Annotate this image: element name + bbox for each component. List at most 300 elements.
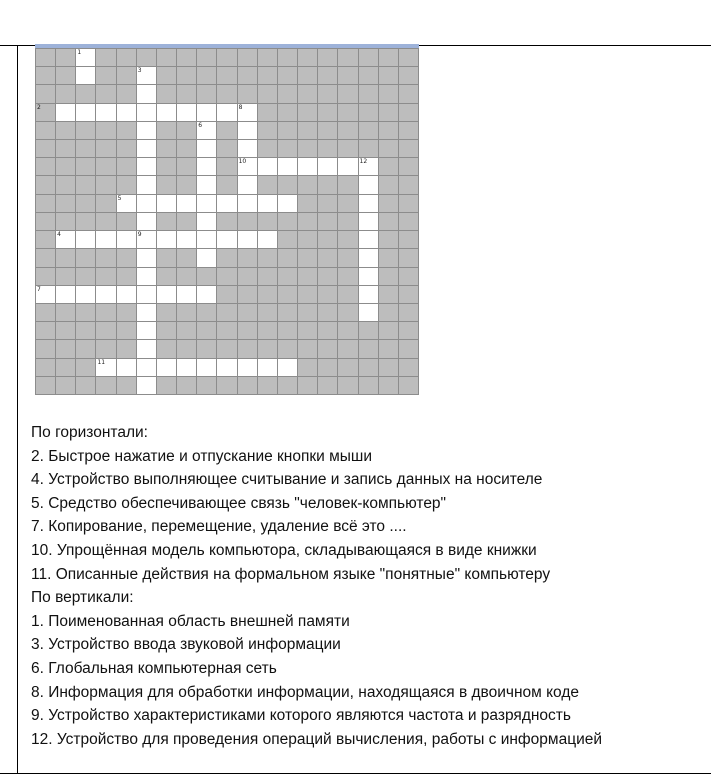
blocked-cell <box>217 304 236 321</box>
blocked-cell <box>56 359 75 376</box>
blocked-cell <box>318 122 337 139</box>
answer-cell[interactable] <box>258 195 277 212</box>
blocked-cell <box>399 286 418 303</box>
answer-cell[interactable] <box>359 249 378 266</box>
answer-cell[interactable] <box>117 104 136 121</box>
blocked-cell <box>278 286 297 303</box>
answer-cell[interactable] <box>177 359 196 376</box>
blocked-cell <box>399 231 418 248</box>
blocked-cell <box>379 359 398 376</box>
down-clue: 3. Устройство ввода звуковой информации <box>31 636 341 654</box>
blocked-cell <box>96 176 115 193</box>
blocked-cell <box>318 286 337 303</box>
blocked-cell <box>177 140 196 157</box>
answer-cell[interactable] <box>258 231 277 248</box>
blocked-cell <box>96 377 115 394</box>
blocked-cell <box>137 49 156 66</box>
answer-cell[interactable] <box>137 176 156 193</box>
blocked-cell <box>399 67 418 84</box>
blocked-cell <box>359 377 378 394</box>
blocked-cell <box>338 67 357 84</box>
answer-cell[interactable] <box>238 195 257 212</box>
blocked-cell <box>36 249 55 266</box>
answer-cell[interactable] <box>157 359 176 376</box>
blocked-cell <box>318 49 337 66</box>
blocked-cell <box>258 286 277 303</box>
answer-cell[interactable] <box>137 268 156 285</box>
down-clue: 8. Информация для обработки информации, находящаяся в двоичном коде <box>31 683 579 701</box>
blocked-cell <box>96 213 115 230</box>
blocked-cell <box>258 322 277 339</box>
blocked-cell <box>359 340 378 357</box>
blocked-cell <box>157 268 176 285</box>
across-clue: 5. Средство обеспечивающее связь "человек-компьютер" <box>31 494 447 512</box>
blocked-cell <box>379 176 398 193</box>
blocked-cell <box>298 122 317 139</box>
blocked-cell <box>117 140 136 157</box>
blocked-cell <box>217 377 236 394</box>
blocked-cell <box>379 49 398 66</box>
blocked-cell <box>96 304 115 321</box>
blocked-cell <box>96 67 115 84</box>
blocked-cell <box>217 268 236 285</box>
down-clue: 6. Глобальная компьютерная сеть <box>31 659 277 677</box>
blocked-cell <box>399 104 418 121</box>
answer-cell[interactable] <box>318 158 337 175</box>
blocked-cell <box>318 140 337 157</box>
blocked-cell <box>278 377 297 394</box>
blocked-cell <box>379 158 398 175</box>
blocked-cell <box>76 268 95 285</box>
answer-cell[interactable] <box>76 104 95 121</box>
blocked-cell <box>298 85 317 102</box>
blocked-cell <box>76 140 95 157</box>
blocked-cell <box>197 67 216 84</box>
blocked-cell <box>217 67 236 84</box>
blocked-cell <box>258 67 277 84</box>
blocked-cell <box>318 377 337 394</box>
blocked-cell <box>258 104 277 121</box>
clue-number: 7 <box>37 285 41 293</box>
blocked-cell <box>379 304 398 321</box>
answer-cell[interactable] <box>137 286 156 303</box>
answer-cell[interactable] <box>117 231 136 248</box>
blocked-cell <box>36 231 55 248</box>
blocked-cell <box>76 359 95 376</box>
answer-cell[interactable] <box>359 158 378 175</box>
answer-cell[interactable] <box>137 359 156 376</box>
answer-cell[interactable] <box>338 158 357 175</box>
blocked-cell <box>399 195 418 212</box>
blocked-cell <box>399 140 418 157</box>
blocked-cell <box>36 359 55 376</box>
answer-cell[interactable] <box>137 322 156 339</box>
blocked-cell <box>298 359 317 376</box>
blocked-cell <box>338 268 357 285</box>
blocked-cell <box>318 67 337 84</box>
blocked-cell <box>177 122 196 139</box>
answer-cell[interactable] <box>359 231 378 248</box>
blocked-cell <box>36 377 55 394</box>
clue-number: 4 <box>57 231 61 239</box>
answer-cell[interactable] <box>76 286 95 303</box>
blocked-cell <box>278 340 297 357</box>
blocked-cell <box>177 377 196 394</box>
blocked-cell <box>379 322 398 339</box>
answer-cell[interactable] <box>137 231 156 248</box>
blocked-cell <box>117 176 136 193</box>
blocked-cell <box>278 49 297 66</box>
across-clue: 11. Описанные действия на формальном языке "понятные" компьютеру <box>31 565 551 583</box>
blocked-cell <box>96 140 115 157</box>
answer-cell[interactable] <box>197 158 216 175</box>
blocked-cell <box>76 195 95 212</box>
answer-cell[interactable] <box>96 231 115 248</box>
blocked-cell <box>278 304 297 321</box>
answer-cell[interactable] <box>137 122 156 139</box>
blocked-cell <box>157 49 176 66</box>
blocked-cell <box>177 304 196 321</box>
blocked-cell <box>117 304 136 321</box>
answer-cell[interactable] <box>177 231 196 248</box>
blocked-cell <box>36 176 55 193</box>
blocked-cell <box>399 85 418 102</box>
blocked-cell <box>338 322 357 339</box>
blocked-cell <box>76 340 95 357</box>
blocked-cell <box>157 322 176 339</box>
blocked-cell <box>36 213 55 230</box>
blocked-cell <box>56 377 75 394</box>
crossword-grid <box>35 48 419 395</box>
blocked-cell <box>56 213 75 230</box>
blocked-cell <box>197 49 216 66</box>
blocked-cell <box>318 85 337 102</box>
blocked-cell <box>399 158 418 175</box>
answer-cell[interactable] <box>137 340 156 357</box>
answer-cell[interactable] <box>137 140 156 157</box>
blocked-cell <box>177 158 196 175</box>
blocked-cell <box>36 140 55 157</box>
blocked-cell <box>238 213 257 230</box>
blocked-cell <box>56 304 75 321</box>
answer-cell[interactable] <box>197 122 216 139</box>
across-clue: 10. Упрощённая модель компьютора, складывающаяся в виде книжки <box>31 541 537 559</box>
blocked-cell <box>298 322 317 339</box>
answer-cell[interactable] <box>359 213 378 230</box>
blocked-cell <box>217 85 236 102</box>
blocked-cell <box>338 249 357 266</box>
blocked-cell <box>379 268 398 285</box>
answer-cell[interactable] <box>197 195 216 212</box>
clue-number: 5 <box>117 194 122 202</box>
blocked-cell <box>318 104 337 121</box>
blocked-cell <box>217 286 236 303</box>
down-clue: 1. Поименованная область внешней памяти <box>31 612 350 630</box>
blocked-cell <box>157 249 176 266</box>
blocked-cell <box>298 140 317 157</box>
blocked-cell <box>117 122 136 139</box>
blocked-cell <box>318 340 337 357</box>
answer-cell[interactable] <box>157 231 176 248</box>
answer-cell[interactable] <box>197 249 216 266</box>
answer-cell[interactable] <box>137 213 156 230</box>
blocked-cell <box>359 359 378 376</box>
clue-number: 6 <box>198 121 203 129</box>
answer-cell[interactable] <box>117 359 136 376</box>
blocked-cell <box>399 213 418 230</box>
across-heading: По горизонтали: <box>31 424 148 441</box>
answer-cell[interactable] <box>137 195 156 212</box>
blocked-cell <box>177 322 196 339</box>
blocked-cell <box>318 268 337 285</box>
blocked-cell <box>258 140 277 157</box>
clue-number: 11 <box>97 358 106 366</box>
blocked-cell <box>238 249 257 266</box>
blocked-cell <box>278 213 297 230</box>
blocked-cell <box>117 158 136 175</box>
blocked-cell <box>298 286 317 303</box>
blocked-cell <box>338 231 357 248</box>
answer-cell[interactable] <box>177 104 196 121</box>
blocked-cell <box>36 268 55 285</box>
answer-cell[interactable] <box>137 304 156 321</box>
answer-cell[interactable] <box>197 213 216 230</box>
answer-cell[interactable] <box>56 104 75 121</box>
blocked-cell <box>36 322 55 339</box>
answer-cell[interactable] <box>238 231 257 248</box>
blocked-cell <box>56 140 75 157</box>
answer-cell[interactable] <box>197 231 216 248</box>
blocked-cell <box>399 49 418 66</box>
answer-cell[interactable] <box>217 195 236 212</box>
clue-number: 2 <box>37 103 41 111</box>
blocked-cell <box>278 268 297 285</box>
blocked-cell <box>36 158 55 175</box>
answer-cell[interactable] <box>217 104 236 121</box>
blocked-cell <box>36 67 55 84</box>
blocked-cell <box>197 340 216 357</box>
blocked-cell <box>238 49 257 66</box>
answer-cell[interactable] <box>96 286 115 303</box>
answer-cell[interactable] <box>117 195 136 212</box>
blocked-cell <box>379 340 398 357</box>
blocked-cell <box>258 213 277 230</box>
blocked-cell <box>258 249 277 266</box>
blocked-cell <box>258 85 277 102</box>
blocked-cell <box>157 140 176 157</box>
blocked-cell <box>56 249 75 266</box>
blocked-cell <box>177 268 196 285</box>
blocked-cell <box>157 122 176 139</box>
blocked-cell <box>177 340 196 357</box>
blocked-cell <box>217 140 236 157</box>
down-heading: По вертикали: <box>31 589 134 607</box>
blocked-cell <box>399 268 418 285</box>
answer-cell[interactable] <box>278 359 297 376</box>
answer-cell[interactable] <box>137 67 156 84</box>
blocked-cell <box>399 122 418 139</box>
answer-cell[interactable] <box>278 195 297 212</box>
blocked-cell <box>36 104 55 121</box>
blocked-cell <box>217 213 236 230</box>
blocked-cell <box>117 377 136 394</box>
answer-cell[interactable] <box>197 359 216 376</box>
answer-cell[interactable] <box>137 85 156 102</box>
answer-cell[interactable] <box>258 158 277 175</box>
blocked-cell <box>379 195 398 212</box>
blocked-cell <box>157 85 176 102</box>
answer-cell[interactable] <box>96 359 115 376</box>
answer-cell[interactable] <box>157 104 176 121</box>
answer-cell[interactable] <box>217 359 236 376</box>
answer-cell[interactable] <box>238 158 257 175</box>
blocked-cell <box>177 49 196 66</box>
blocked-cell <box>278 176 297 193</box>
blocked-cell <box>157 340 176 357</box>
blocked-cell <box>217 249 236 266</box>
blocked-cell <box>399 377 418 394</box>
answer-cell[interactable] <box>238 122 257 139</box>
blocked-cell <box>298 49 317 66</box>
blocked-cell <box>117 249 136 266</box>
blocked-cell <box>338 359 357 376</box>
answer-cell[interactable] <box>56 231 75 248</box>
answer-cell[interactable] <box>117 286 136 303</box>
answer-cell[interactable] <box>298 158 317 175</box>
blocked-cell <box>76 176 95 193</box>
blocked-cell <box>379 140 398 157</box>
blocked-cell <box>56 322 75 339</box>
blocked-cell <box>157 213 176 230</box>
blocked-cell <box>76 322 95 339</box>
answer-cell[interactable] <box>157 286 176 303</box>
blocked-cell <box>157 176 176 193</box>
clue-number: 12 <box>359 158 368 166</box>
table-left-border <box>17 45 18 774</box>
blocked-cell <box>399 304 418 321</box>
blocked-cell <box>56 268 75 285</box>
blocked-cell <box>117 340 136 357</box>
blocked-cell <box>36 304 55 321</box>
blocked-cell <box>197 85 216 102</box>
answer-cell[interactable] <box>238 140 257 157</box>
blocked-cell <box>379 249 398 266</box>
blocked-cell <box>96 49 115 66</box>
blocked-cell <box>76 304 95 321</box>
answer-cell[interactable] <box>76 67 95 84</box>
blocked-cell <box>278 140 297 157</box>
clue-number: 1 <box>77 49 82 56</box>
answer-cell[interactable] <box>157 195 176 212</box>
blocked-cell <box>278 85 297 102</box>
answer-cell[interactable] <box>197 176 216 193</box>
across-clue: 4. Устройство выполняющее считывание и запись данных на носителе <box>31 471 543 489</box>
down-clue: 9. Устройство характеристиками которого являются частота и разрядность <box>31 707 571 725</box>
answer-cell[interactable] <box>76 49 95 66</box>
answer-cell[interactable] <box>137 158 156 175</box>
blocked-cell <box>338 340 357 357</box>
blocked-cell <box>217 49 236 66</box>
answer-cell[interactable] <box>258 359 277 376</box>
table-bottom-border <box>0 773 711 774</box>
answer-cell[interactable] <box>177 286 196 303</box>
clue-number: 10 <box>238 158 247 166</box>
blocked-cell <box>117 49 136 66</box>
blocked-cell <box>338 377 357 394</box>
blocked-cell <box>56 158 75 175</box>
answer-cell[interactable] <box>278 158 297 175</box>
blocked-cell <box>177 85 196 102</box>
answer-cell[interactable] <box>359 286 378 303</box>
blocked-cell <box>379 377 398 394</box>
blocked-cell <box>157 304 176 321</box>
answer-cell[interactable] <box>359 195 378 212</box>
blocked-cell <box>76 85 95 102</box>
answer-cell[interactable] <box>137 104 156 121</box>
answer-cell[interactable] <box>36 286 55 303</box>
blocked-cell <box>359 322 378 339</box>
answer-cell[interactable] <box>197 286 216 303</box>
blocked-cell <box>338 140 357 157</box>
blocked-cell <box>258 340 277 357</box>
answer-cell[interactable] <box>238 359 257 376</box>
blocked-cell <box>238 377 257 394</box>
blocked-cell <box>338 49 357 66</box>
blocked-cell <box>217 158 236 175</box>
blocked-cell <box>338 104 357 121</box>
answer-cell[interactable] <box>238 176 257 193</box>
blocked-cell <box>117 85 136 102</box>
blocked-cell <box>399 322 418 339</box>
answer-cell[interactable] <box>177 195 196 212</box>
blocked-cell <box>359 104 378 121</box>
blocked-cell <box>278 322 297 339</box>
blocked-cell <box>56 85 75 102</box>
blocked-cell <box>238 286 257 303</box>
answer-cell[interactable] <box>359 304 378 321</box>
clue-number: 9 <box>137 231 142 239</box>
blocked-cell <box>399 340 418 357</box>
answer-cell[interactable] <box>137 249 156 266</box>
blocked-cell <box>76 377 95 394</box>
answer-cell[interactable] <box>76 231 95 248</box>
blocked-cell <box>318 231 337 248</box>
answer-cell[interactable] <box>359 268 378 285</box>
clues-block <box>31 421 701 751</box>
blocked-cell <box>177 176 196 193</box>
blocked-cell <box>96 249 115 266</box>
blocked-cell <box>379 85 398 102</box>
answer-cell[interactable] <box>238 104 257 121</box>
blocked-cell <box>278 104 297 121</box>
blocked-cell <box>96 122 115 139</box>
answer-cell[interactable] <box>56 286 75 303</box>
blocked-cell <box>338 304 357 321</box>
blocked-cell <box>359 140 378 157</box>
blocked-cell <box>278 249 297 266</box>
answer-cell[interactable] <box>197 104 216 121</box>
answer-cell[interactable] <box>197 140 216 157</box>
down-clue: 12. Устройство для проведения операций вычисления, работы с информацией <box>31 730 603 748</box>
answer-cell[interactable] <box>96 104 115 121</box>
blocked-cell <box>117 268 136 285</box>
blocked-cell <box>298 195 317 212</box>
answer-cell[interactable] <box>217 231 236 248</box>
blocked-cell <box>96 158 115 175</box>
blocked-cell <box>278 67 297 84</box>
answer-cell[interactable] <box>137 377 156 394</box>
answer-cell[interactable] <box>359 176 378 193</box>
